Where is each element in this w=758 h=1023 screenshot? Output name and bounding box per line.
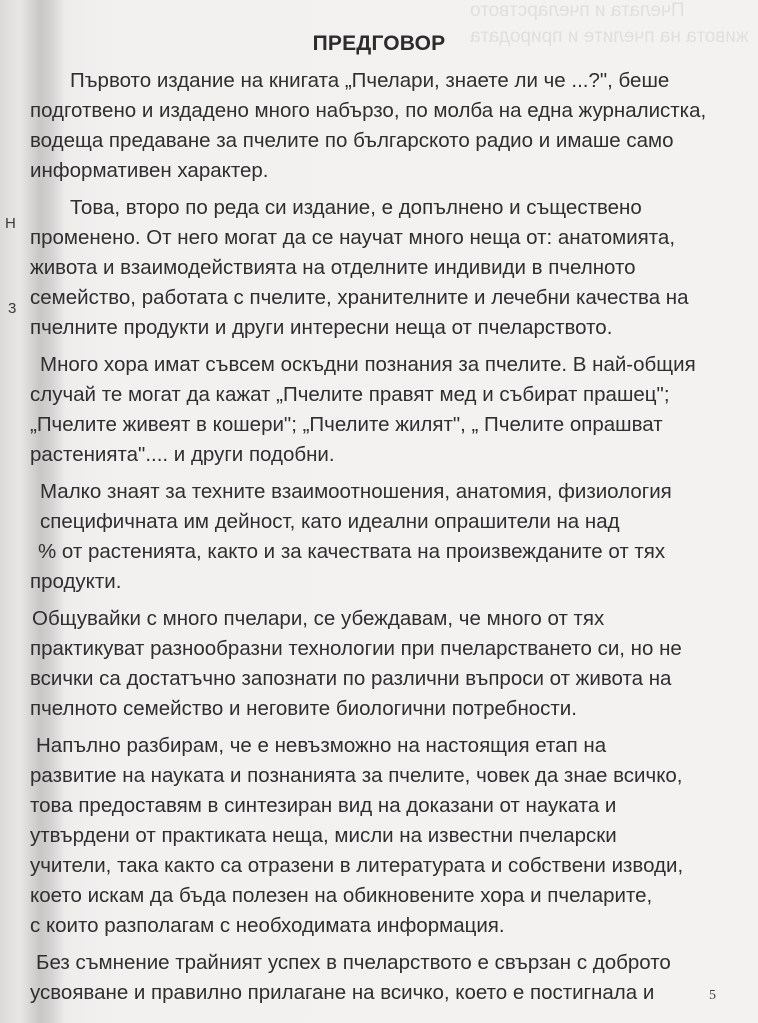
margin-mark: 3 <box>8 300 17 317</box>
text-line: Общувайки с много пчелари, се убеждавам, че много от тях <box>32 607 605 630</box>
text-line: Това, второ по реда си издание, е допълнено и съществено <box>70 196 642 219</box>
text-line: което искам да бъда полезен на обикновените хора и пчеларите, <box>30 884 653 907</box>
text-line: растенията".... и други подобни. <box>30 443 335 466</box>
text-line: информативен характер. <box>30 159 269 182</box>
text-line: Малко знаят за техните взаимоотношения, анатомия, физиология <box>40 480 672 503</box>
text-line: усвояване и правилно прилагане на всичко, което е постигнала и <box>30 981 655 1004</box>
text-line: променено. От него могат да се научат много неща от: анатомията, <box>30 226 676 249</box>
text-line: практикуват разнообразни технологии при пчеларстването си, но не <box>30 637 682 660</box>
text-line: с които разполагам с необходимата информация. <box>30 914 505 937</box>
text-line: развитие на науката и познанията за пчелите, човек да знае всичко, <box>30 764 683 787</box>
bleed-through-text: живота на пчелите и природата <box>470 26 749 47</box>
page-title: ПРЕДГОВОР <box>312 32 446 55</box>
text-line: Напълно разбирам, че е невъзможно на настоящия етап на <box>36 734 607 757</box>
text-line: „Пчелите живеят в кошери"; „Пчелите жилят", „ Пчелите опрашват <box>30 413 663 436</box>
text-line: учители, така както са отразени в литературата и собствени изводи, <box>30 854 684 877</box>
text-line: пчелното семейство и неговите биологични потребности. <box>30 697 577 720</box>
text-line: продукти. <box>30 570 122 593</box>
text-line: това предоставям в синтезиран вид на доказани от науката и <box>30 794 617 817</box>
page-number: 5 <box>709 988 716 1003</box>
text-line: семейство, работата с пчелите, хранителните и лечебни качества на <box>30 286 689 309</box>
text-line: пчелните продукти и други интересни неща от пчеларството. <box>30 316 613 339</box>
text-line: специфичната им дейност, като идеални опрашители на над <box>40 510 620 533</box>
text-line: утвърдени от практиката неща, мисли на известни пчеларски <box>30 824 617 847</box>
text-line: всички са достатъчно запознати по различни въпроси от живота на <box>30 667 672 690</box>
text-line: случай те могат да кажат „Пчелите правят мед и събират прашец"; <box>30 383 670 406</box>
text-line: Без съмнение трайният успех в пчеларството е свързан с доброто <box>36 951 671 974</box>
text-line: живота и взаимодействията на отделните индивиди в пчелното <box>30 256 636 279</box>
text-line: Първото издание на книгата „Пчелари, знаете ли че ...?", беше <box>70 69 670 92</box>
bleed-through-text: Пчелата и пчеларството <box>470 0 685 21</box>
text-line: подготвено и издадено много набързо, по молба на една журналистка, <box>30 99 707 122</box>
margin-mark: Н <box>5 215 16 232</box>
text-line: Много хора имат съвсем оскъдни познания за пчелите. В най-общия <box>40 353 696 376</box>
text-line: % от растенията, както и за качествата на произвежданите от тях <box>38 540 666 563</box>
text-line: водеща предаване за пчелите по българското радио и имаше само <box>30 129 674 152</box>
